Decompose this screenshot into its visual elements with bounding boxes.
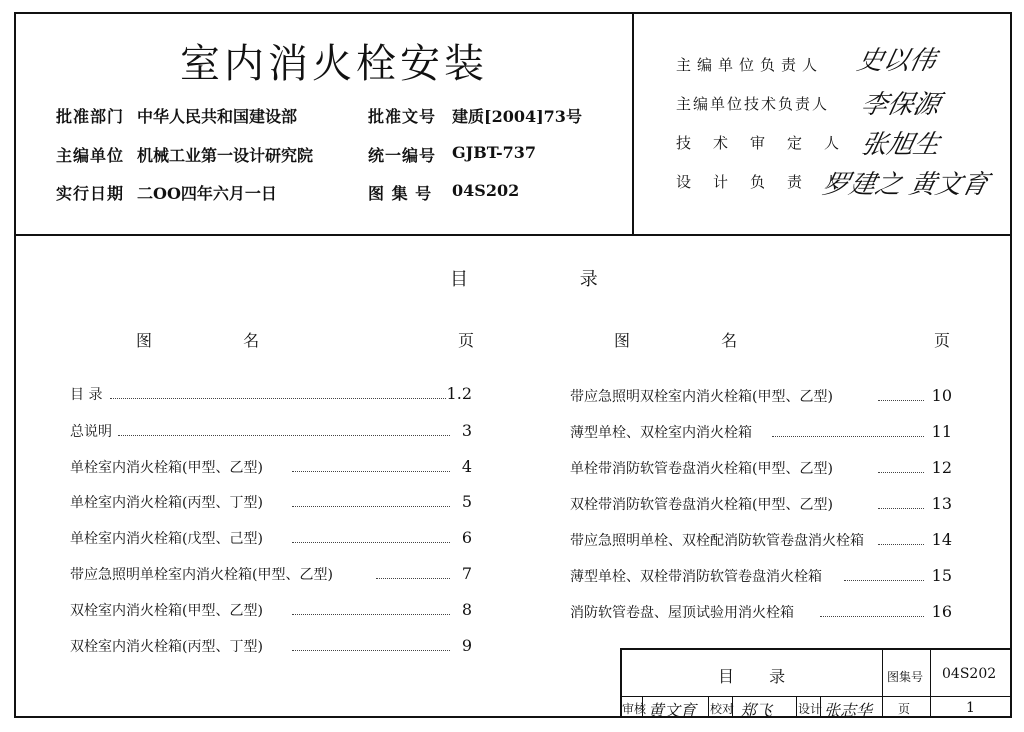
toc-page-right-3: 12 [931, 458, 952, 477]
responsible-role-4: 设计负责人 [676, 173, 862, 191]
toc-page-right-7: 16 [931, 602, 952, 621]
responsible-role-3: 技术审定人 [676, 134, 862, 152]
signature-2: 李保源 [858, 90, 943, 120]
toc-heading: 目 录 [450, 269, 599, 290]
approve-doc-value: 建质[2004]73号 [452, 107, 582, 126]
toc-leader-left-4 [292, 506, 450, 507]
title-block-design-sig: 张志华 [824, 701, 873, 720]
title-block-v1 [882, 648, 883, 718]
toc-leader-right-2 [772, 436, 924, 437]
toc-page-right-2: 11 [931, 422, 952, 441]
toc-leader-right-4 [878, 508, 924, 509]
toc-item-left-2[interactable]: 总说明 [70, 424, 112, 440]
toc-page-left-2: 3 [461, 421, 472, 440]
toc-leader-right-5 [878, 544, 924, 545]
toc-leader-right-1 [878, 400, 924, 401]
toc-page-left-4: 5 [461, 492, 472, 511]
header-vertical-divider [632, 12, 634, 235]
approve-doc-label: 批准文号 [368, 107, 437, 126]
toc-item-left-1[interactable]: 目 录 [70, 387, 103, 403]
left-col-name-header: 图 名 [136, 331, 260, 350]
toc-leader-right-7 [820, 616, 924, 617]
signature-1: 史以伟 [854, 46, 939, 76]
title-block-check-sig: 郑飞 [740, 701, 773, 720]
toc-leader-left-1 [110, 398, 446, 399]
toc-page-left-6: 7 [461, 564, 472, 583]
toc-item-left-8[interactable]: 双栓室内消火栓箱(丙型、丁型) [70, 639, 263, 655]
title-block-page-label: 页 [898, 702, 911, 716]
signature-4: 罗建之 黄文育 [820, 170, 991, 200]
atlas-no-label: 图 集 号 [368, 184, 433, 203]
approve-dept-label: 批准部门 [56, 107, 125, 126]
toc-item-right-6[interactable]: 薄型单栓、双栓带消防软管卷盘消火栓箱 [570, 569, 822, 585]
title-block-v2 [930, 648, 931, 718]
toc-item-right-7[interactable]: 消防软管卷盘、屋顶试验用消火栓箱 [570, 605, 794, 621]
header-divider [14, 234, 1012, 236]
toc-leader-left-3 [292, 471, 450, 472]
right-col-name-header: 图 名 [614, 331, 738, 350]
page-title: 室内消火栓安装 [180, 41, 488, 87]
title-block-review-sig: 黄文育 [648, 701, 697, 720]
editor-unit-label: 主编单位 [56, 146, 125, 165]
toc-page-right-4: 13 [931, 494, 952, 513]
toc-page-left-8: 9 [461, 636, 472, 655]
title-block-name: 目 录 [718, 667, 786, 686]
toc-page-right-1: 10 [931, 386, 952, 405]
toc-page-right-5: 14 [931, 530, 952, 549]
toc-page-left-7: 8 [461, 600, 472, 619]
toc-item-left-6[interactable]: 带应急照明单栓室内消火栓箱(甲型、乙型) [70, 567, 333, 583]
effective-date-value: 二OO四年六月一日 [137, 184, 277, 203]
toc-leader-left-6 [376, 578, 450, 579]
title-block-v6 [796, 696, 797, 718]
toc-item-right-1[interactable]: 带应急照明双栓室内消火栓箱(甲型、乙型) [570, 389, 833, 405]
title-block-mid-line [620, 696, 1012, 697]
toc-leader-left-5 [292, 542, 450, 543]
approve-dept-value: 中华人民共和国建设部 [137, 107, 298, 126]
editor-unit-value: 机械工业第一设计研究院 [137, 146, 314, 165]
toc-leader-right-6 [844, 580, 924, 581]
atlas-no-value: 04S202 [452, 181, 520, 200]
toc-leader-left-2 [118, 435, 450, 436]
toc-page-left-5: 6 [461, 528, 472, 547]
responsible-role-1: 主编单位负责人 [676, 56, 824, 74]
toc-leader-right-3 [878, 472, 924, 473]
toc-item-right-3[interactable]: 单栓带消防软管卷盘消火栓箱(甲型、乙型) [570, 461, 833, 477]
title-block-atlas-value: 04S202 [942, 666, 997, 682]
title-block-check-label: 校对 [710, 702, 735, 716]
effective-date-label: 实行日期 [56, 184, 125, 203]
toc-item-right-4[interactable]: 双栓带消防软管卷盘消火栓箱(甲型、乙型) [570, 497, 833, 513]
signature-3: 张旭生 [858, 130, 943, 160]
toc-item-left-4[interactable]: 单栓室内消火栓箱(丙型、丁型) [70, 495, 263, 511]
title-block-atlas-label: 图集号 [887, 670, 924, 684]
toc-item-right-2[interactable]: 薄型单栓、双栓室内消火栓箱 [570, 425, 752, 441]
left-col-page-header: 页 [458, 331, 475, 350]
toc-item-left-5[interactable]: 单栓室内消火栓箱(戊型、己型) [70, 531, 263, 547]
title-block-v4 [708, 696, 709, 718]
title-block-design-label: 设计 [798, 702, 823, 716]
toc-page-right-6: 15 [931, 566, 952, 585]
right-col-page-header: 页 [934, 331, 951, 350]
toc-item-right-5[interactable]: 带应急照明单栓、双栓配消防软管卷盘消火栓箱 [570, 533, 864, 549]
unified-no-value: GJBT-737 [452, 143, 537, 162]
toc-page-left-3: 4 [461, 457, 472, 476]
unified-no-label: 统一编号 [368, 146, 437, 165]
title-block-review-label: 审核 [622, 702, 647, 716]
title-block-page-value: 1 [966, 700, 975, 716]
responsible-role-2: 主编单位技术负责人 [676, 95, 830, 113]
toc-leader-left-8 [292, 650, 450, 651]
toc-item-left-3[interactable]: 单栓室内消火栓箱(甲型、乙型) [70, 460, 263, 476]
toc-leader-left-7 [292, 614, 450, 615]
toc-page-left-1: 1.2 [446, 384, 472, 403]
toc-item-left-7[interactable]: 双栓室内消火栓箱(甲型、乙型) [70, 603, 263, 619]
